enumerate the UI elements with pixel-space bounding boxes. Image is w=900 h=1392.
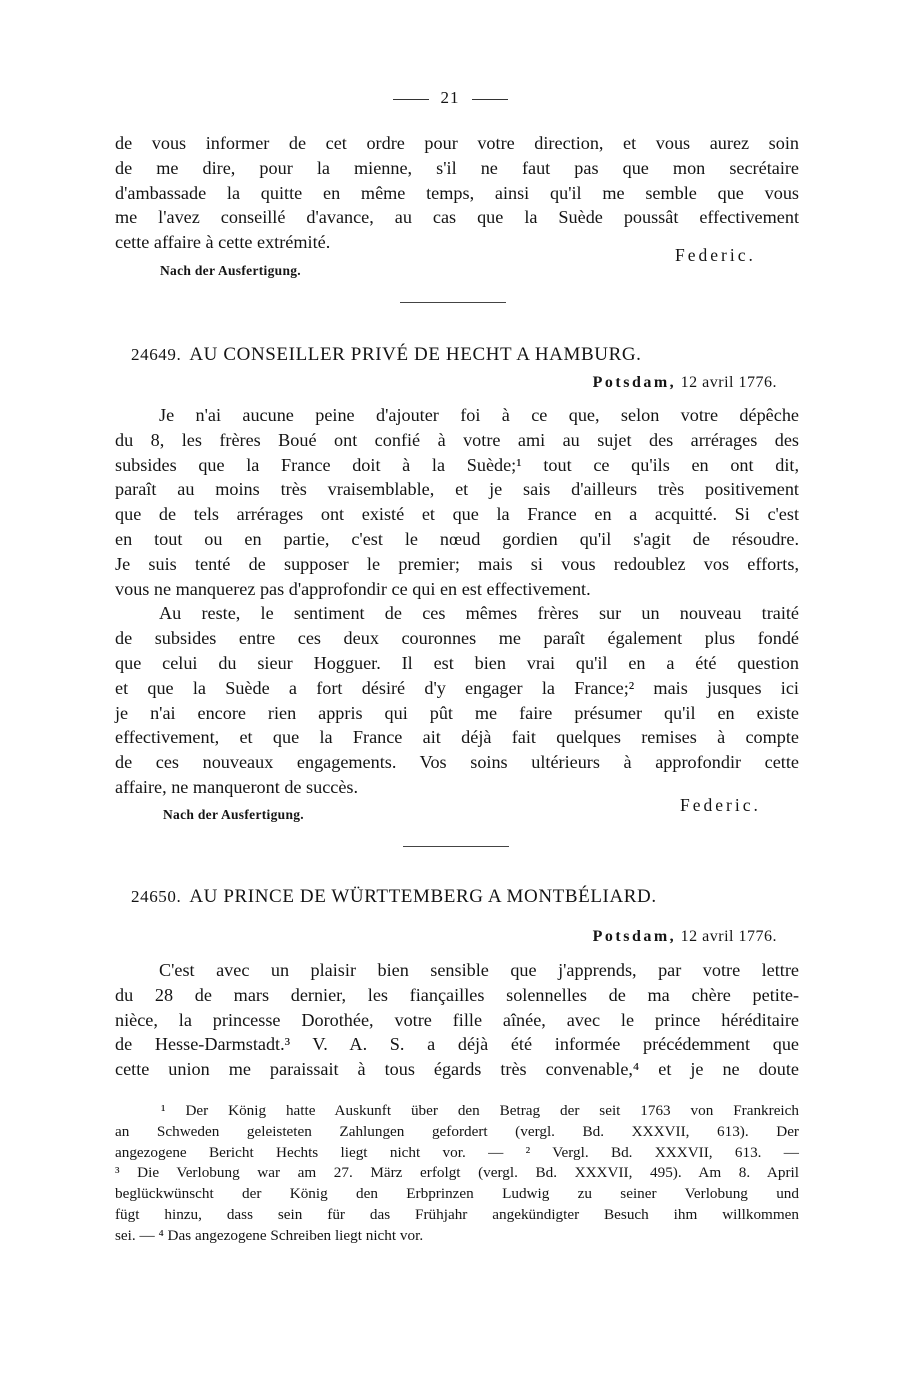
text-line: de vous informer de cet ordre pour votre direction, et vous aurez soin: [115, 133, 799, 153]
text-line: de me dire, pour la mienne, s'il ne faut pas que mon secrétaire: [115, 157, 799, 178]
text-line: je n'ai encore rien appris qui pût me faire présumer qu'il en existe: [115, 702, 799, 723]
letter-title: AU PRINCE DE WÜRTTEMBERG A MONTBÉLIARD.: [189, 886, 657, 907]
text-line: vous ne manquerez pas d'approfondir ce qui en est effectivement.: [115, 578, 591, 599]
text-line: du 8, les frères Boué ont confié à votre ami au sujet des arrérages des: [115, 429, 799, 450]
signature: Federic.: [675, 245, 756, 265]
letter-body: [115, 958, 799, 1082]
page-number-row: [0, 88, 900, 108]
footnote-line: beglückwünscht der König den Erbprinzen Ludwig zu seiner Verlobung und: [115, 1185, 799, 1203]
page-number-dash-right: [472, 99, 508, 100]
text-line: Je suis tenté de supposer le premier; mais si vous redoublez vos efforts,: [115, 553, 799, 574]
text-line: du 28 de mars dernier, les fiançailles solennelles de ma chère petite-: [115, 984, 799, 1005]
footnotes: [115, 1101, 799, 1247]
text-line: nièce, la princesse Dorothée, votre fille aînée, avec le prince héréditaire: [115, 1009, 799, 1030]
footnote-line: ³ Die Verlobung war am 27. März erfolgt (vergl. Bd. XXXVII, 495). Am 8. April: [115, 1164, 799, 1182]
text-line: d'ambassade la quitte en même temps, ainsi qu'il me semble que vous: [115, 182, 799, 203]
signature: Federic.: [680, 795, 761, 815]
letter-number: 24649.: [131, 345, 182, 364]
text-line: effectivement, et que la France ait déjà fait quelques remises à compte: [115, 727, 799, 748]
text-line: cette affaire à cette extrémité.: [115, 232, 331, 253]
text-line: me l'avez conseillé d'avance, au cas que la Suède poussât effectivement: [115, 207, 799, 228]
page-number-dash-left: [393, 99, 429, 100]
intro-paragraph: [115, 131, 799, 255]
text-line: subsides que la France doit à la Suède;¹ tout ce qu'ils en ont dit,: [115, 454, 799, 475]
source-note: Nach der Ausfertigung.: [160, 263, 301, 278]
text-line: affaire, ne manqueront de succès.: [115, 776, 359, 797]
footnote-line: ¹ Der König hatte Auskunft über den Betrag der seit 1763 von Frankreich: [161, 1102, 799, 1119]
date: 12 avril 1776.: [680, 374, 777, 391]
text-line: de subsides entre ces deux couronnes me paraît également plus fondé: [115, 628, 799, 649]
text-line: Au reste, le sentiment de ces mêmes frères sur un nouveau traité: [159, 603, 799, 624]
text-line: paraît au moins très vraisemblable, et je sais d'ailleurs très positivement: [115, 479, 799, 500]
footnote-line: angezogene Bericht Hechts liegt nicht vor. — ² Vergl. Bd. XXXVII, 613. —: [115, 1143, 799, 1161]
footnote-line: sei. — ⁴ Das angezogene Schreiben liegt nicht vor.: [115, 1226, 424, 1244]
date: 12 avril 1776.: [680, 928, 777, 945]
text-line: en tout ou en partie, c'est le nœud gordien qu'il s'agit de résoudre.: [115, 528, 799, 549]
section-divider: [400, 302, 506, 303]
place: Potsdam,: [592, 928, 677, 945]
text-line: Je n'ai aucune peine d'ajouter foi à ce que, selon votre dépêche: [159, 405, 799, 425]
letter-heading: [131, 886, 781, 908]
place-date: [593, 928, 777, 946]
text-line: cette union me paraissait à tous égards très convenable,⁴ et je ne doute: [115, 1059, 799, 1080]
footnote-line: fügt hinzu, dass sein für das Frühjahr angekündigter Besuch ihm willkommen: [115, 1205, 799, 1223]
place-date: [593, 374, 777, 392]
section-divider: [403, 846, 509, 847]
text-line: que de tels arrérages ont existé et que la France en a acquitté. Si c'est: [115, 504, 799, 525]
text-line: de ces nouveaux engagements. Vos soins ultérieurs à approfondir cette: [115, 752, 799, 773]
letter-title: AU CONSEILLER PRIVÉ DE HECHT A HAMBURG.: [189, 344, 642, 365]
letter-heading: [131, 344, 781, 366]
footnote-line: an Schweden geleisteten Zahlungen gefordert (vergl. Bd. XXXVII, 613). Der: [115, 1122, 799, 1140]
letter-number: 24650.: [131, 887, 182, 906]
source-note: Nach der Ausfertigung.: [163, 807, 304, 822]
page-number: 21: [440, 88, 460, 107]
text-line: et que la Suède a fort désiré d'y engager la France;² mais jusques ici: [115, 677, 799, 698]
text-line: de Hesse-Darmstadt.³ V. A. S. a déjà été informée précédemment que: [115, 1034, 799, 1055]
place: Potsdam,: [592, 374, 677, 391]
text-line: que celui du sieur Hogguer. Il est bien vrai qu'il en a été question: [115, 652, 799, 673]
text-line: C'est avec un plaisir bien sensible que j'apprends, par votre lettre: [159, 960, 799, 980]
letter-body: [115, 403, 799, 800]
